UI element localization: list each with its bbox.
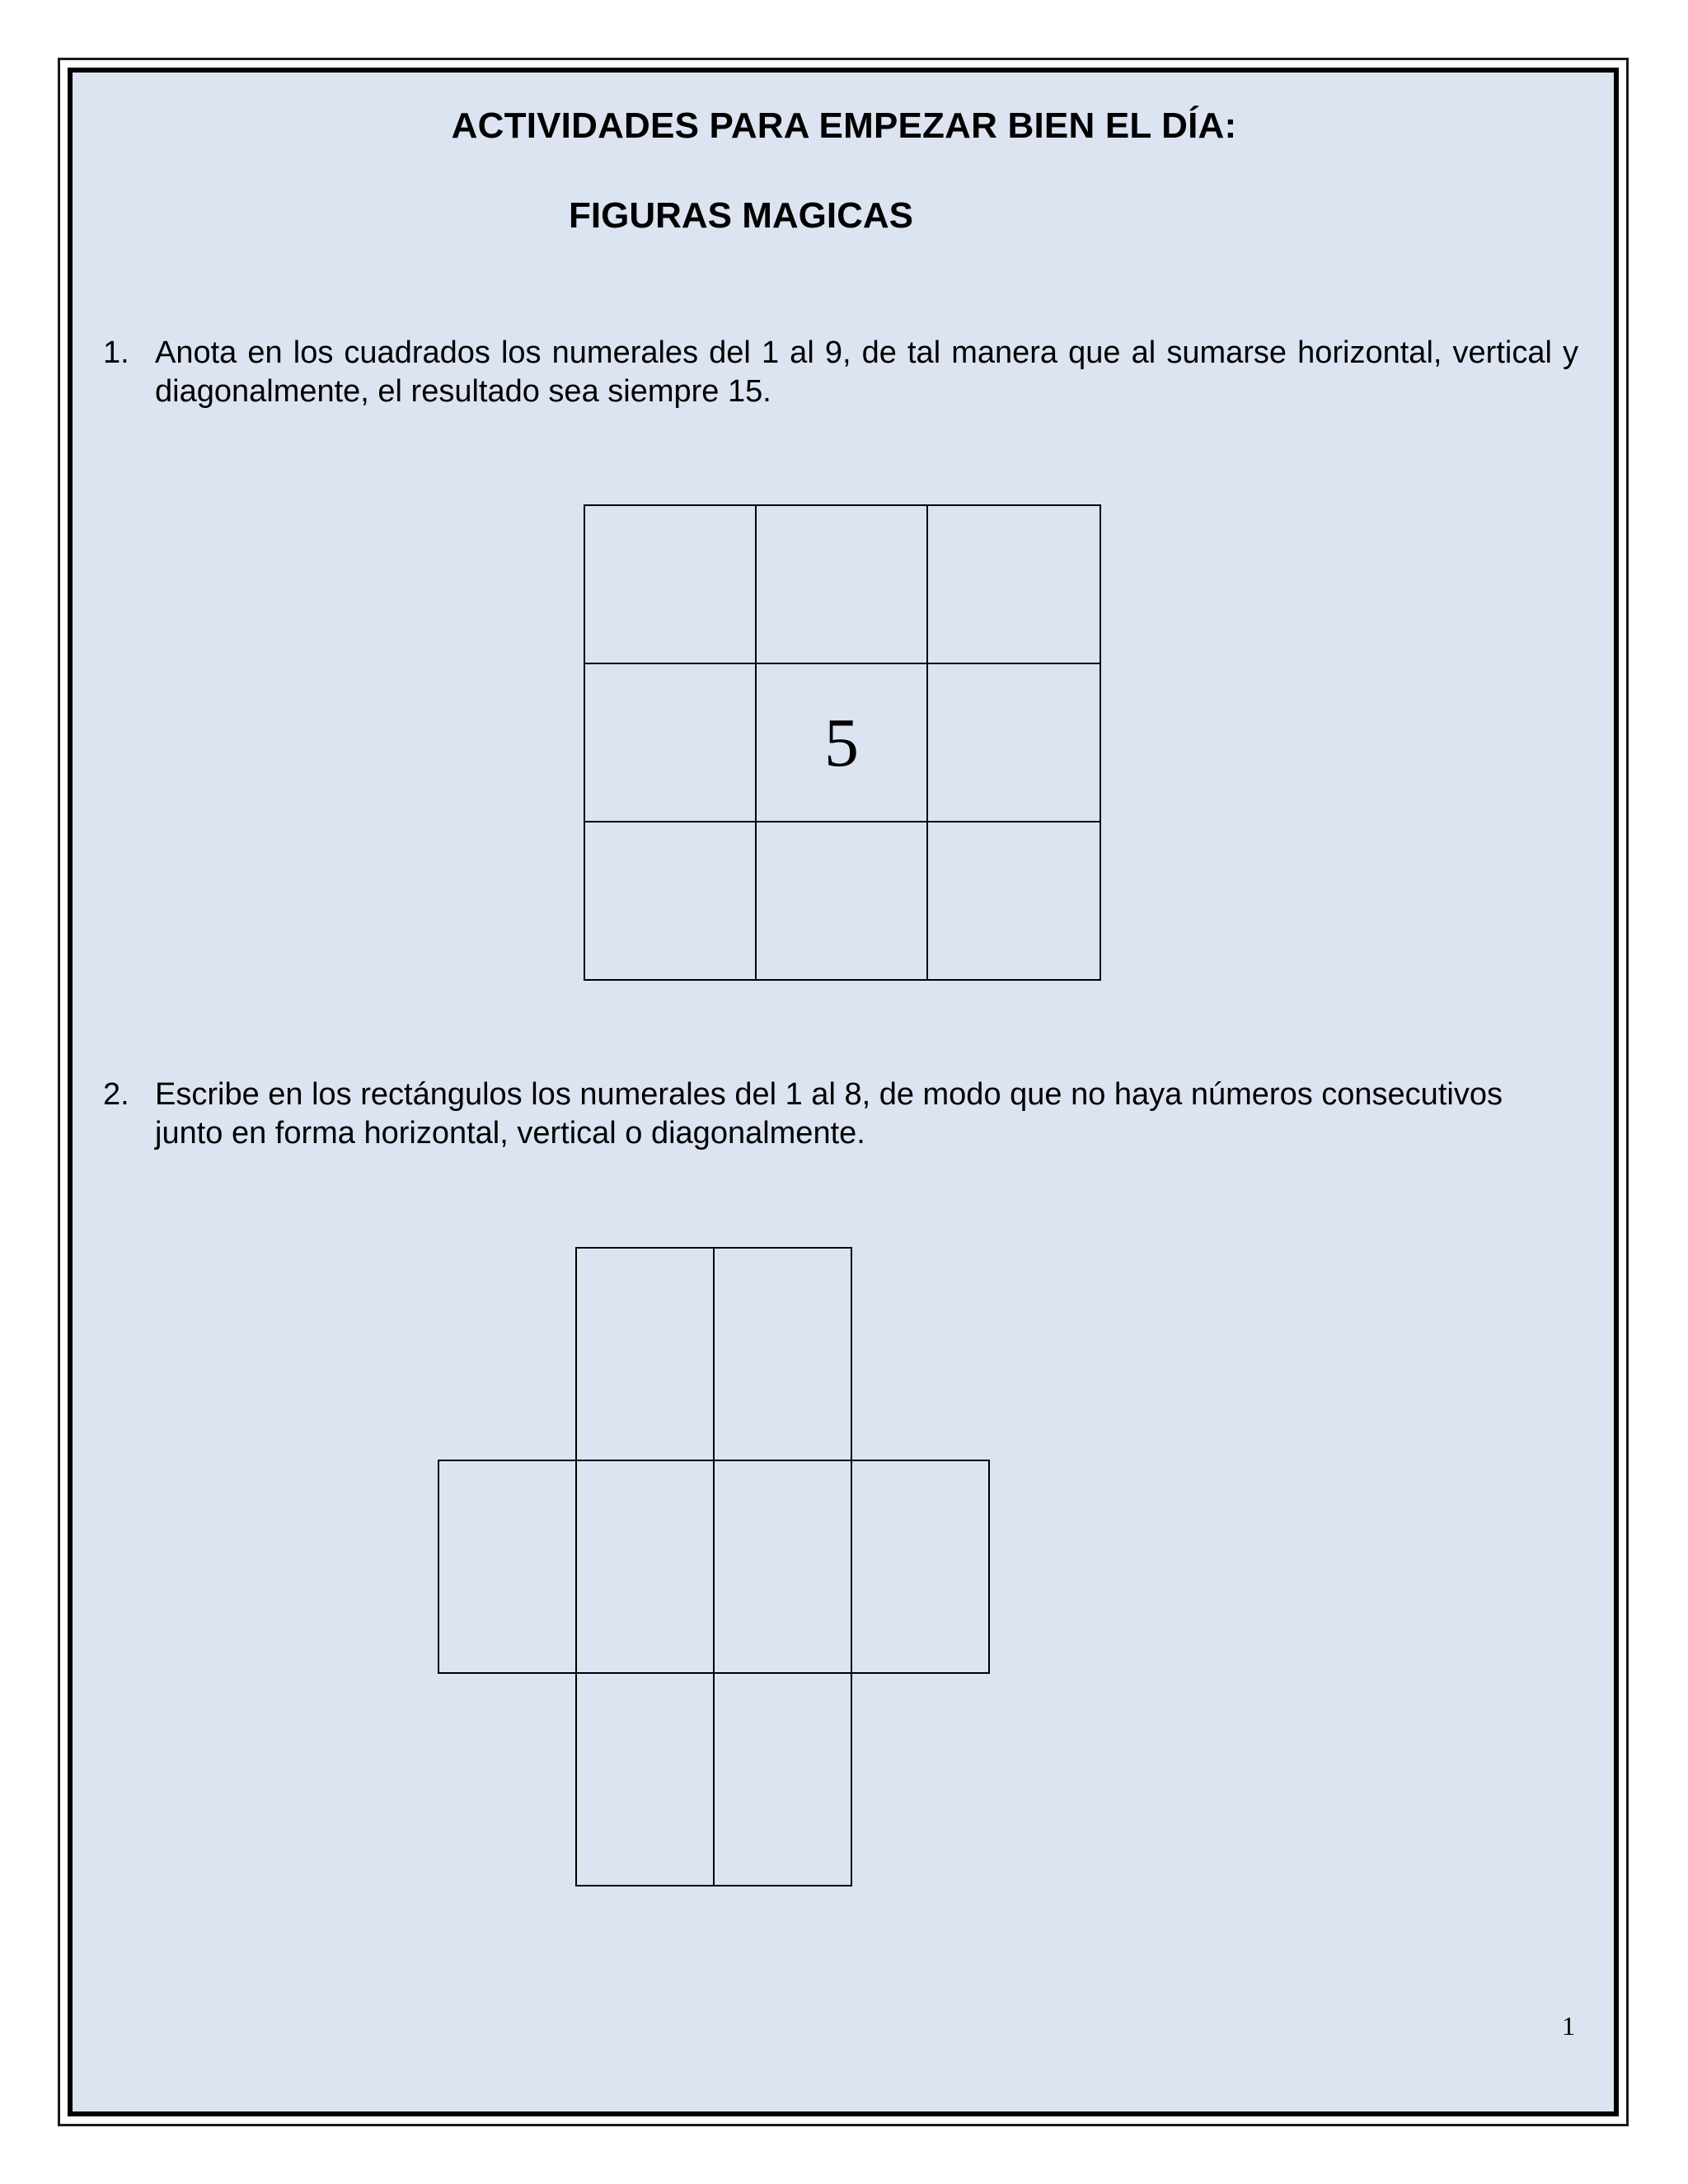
magic-square-cell[interactable]: [585, 506, 757, 664]
page-subtitle: FIGURAS MAGICAS: [569, 195, 913, 236]
magic-square-cell[interactable]: [585, 664, 757, 823]
magic-square-grid: [584, 504, 1101, 981]
exercise-1-number: 1.: [103, 335, 129, 370]
magic-square-cell[interactable]: [928, 664, 1101, 823]
magic-square-cell[interactable]: [928, 506, 1101, 664]
magic-square-cell[interactable]: [585, 823, 757, 981]
cross-rectangle-bottom-right[interactable]: [713, 1672, 852, 1886]
exercise-2-instructions: Escribe en los rectángulos los numerales del 1 al 8, de modo que no haya números consecutivos junto en forma horizontal, vertical o diagonalmente.: [155, 1077, 1503, 1151]
exercise-2-number: 2.: [103, 1077, 129, 1112]
exercise-1-instructions: Anota en los cuadrados los numerales del 1 al 9, de tal manera que al sumarse horizontal, vertical y diagonalmente, el resultado sea siempre 15.: [155, 335, 1578, 409]
cross-rectangle-top-right[interactable]: [713, 1247, 852, 1461]
exercise-2: [103, 1076, 1578, 1153]
cross-rectangle-bottom-left[interactable]: [575, 1672, 715, 1886]
exercise-1: [103, 334, 1578, 411]
cross-rectangle-top-left[interactable]: [575, 1247, 715, 1461]
magic-square-center-cell[interactable]: 5: [757, 664, 928, 823]
magic-square-cell[interactable]: [757, 506, 928, 664]
magic-square-cell[interactable]: [757, 823, 928, 981]
magic-square-cell[interactable]: [928, 823, 1101, 981]
page-title: ACTIVIDADES PARA EMPEZAR BIEN EL DÍA:: [451, 105, 1237, 146]
cross-rectangle-middle-far-left[interactable]: [438, 1460, 577, 1674]
cross-rectangle-middle-right[interactable]: [713, 1460, 852, 1674]
page-number: 1: [1562, 2011, 1575, 2041]
cross-rectangle-middle-far-right[interactable]: [851, 1460, 990, 1674]
cross-rectangle-middle-left[interactable]: [575, 1460, 715, 1674]
